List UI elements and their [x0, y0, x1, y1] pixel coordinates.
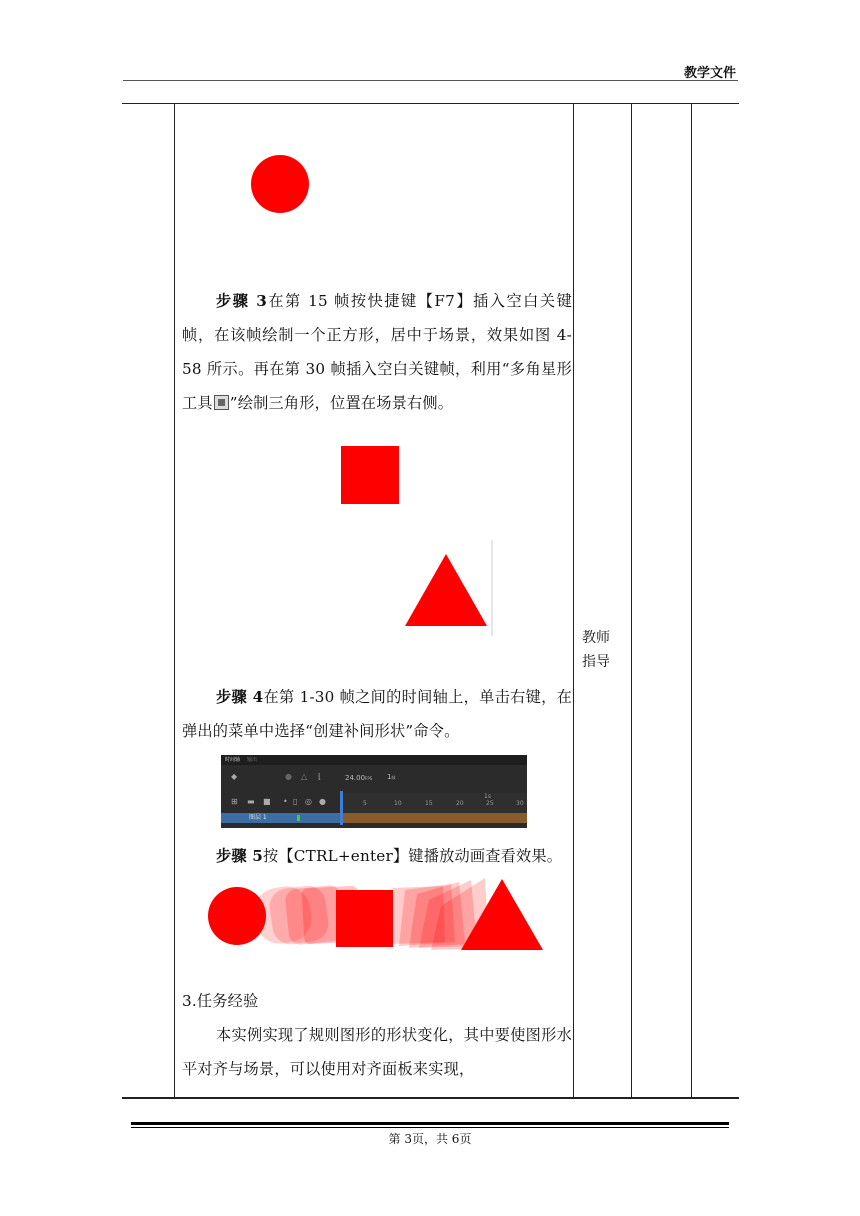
section3-heading: 3.任务经验: [182, 992, 259, 1010]
polystar-tool-icon: [214, 395, 229, 410]
fps-value: [345, 774, 372, 782]
ruler-tick: 30: [516, 800, 524, 807]
dot-icon[interactable]: •: [283, 797, 288, 806]
table-column-divider: [631, 103, 632, 1098]
header-rule: [123, 80, 738, 81]
eye-icon[interactable]: ◎: [305, 797, 312, 806]
ruler-tick: 5: [363, 800, 367, 807]
trash-icon[interactable]: ■: [263, 797, 271, 806]
step5-label: 步骤 5: [216, 847, 264, 865]
ruler-second-mark: 1s: [484, 793, 491, 800]
table-top-border: [122, 103, 739, 104]
playhead[interactable]: [340, 791, 343, 825]
teacher-guide-line1: 教师: [582, 630, 610, 646]
table-column-divider: [174, 103, 175, 1098]
triangle-figure: [402, 540, 496, 638]
frame-value: [387, 773, 395, 781]
edit-frames-icon[interactable]: ⌊: [318, 772, 322, 781]
ruler-tick: 20: [456, 800, 464, 807]
step3-text-a: 在第 15 帧按快捷键【F7】插入空白关键帧，在该帧绘制一个正方形，居中于场景，效果如图 4-58 所示。再在第 30 帧插入空白关键帧，利用“多角星形工具: [182, 292, 572, 412]
table-column-divider: [573, 103, 574, 1098]
tween-result-figure: [205, 876, 550, 954]
fps-unit: FPS: [365, 776, 373, 781]
footer-rule-thick: [131, 1122, 729, 1125]
layer-color-indicator: [297, 815, 300, 821]
onion-skin-icon[interactable]: ●: [285, 772, 292, 781]
step3-paragraph: [182, 284, 572, 420]
ruler-tick: 15: [425, 800, 433, 807]
center-frame-icon[interactable]: △: [301, 772, 308, 781]
red-triangle: [405, 554, 487, 626]
step4-label: 步骤 4: [216, 688, 264, 706]
tween-middle-square: [336, 890, 393, 947]
step3-text-b: ”绘制三角形，位置在场景右侧。: [229, 394, 454, 412]
timeline-tabs: [221, 755, 527, 765]
page-number: 第 3页，共 6页: [388, 1132, 472, 1146]
teacher-guide-line2: 指导: [582, 654, 610, 670]
new-layer-icon[interactable]: ⊞: [231, 797, 238, 806]
layer-name: 图层 1: [249, 814, 267, 821]
red-circle: [251, 155, 309, 213]
frame-number: 1: [387, 773, 392, 781]
new-folder-icon[interactable]: ▬: [247, 797, 255, 806]
step4-text: 在第 1-30 帧之间的时间轴上，单击右键，在弹出的菜单中选择“创建补间形状”命令。: [182, 688, 572, 740]
tween-start-circle: [208, 887, 266, 945]
ruler-tick: 25: [486, 800, 494, 807]
red-square: [341, 446, 399, 504]
layers-icon[interactable]: ◆: [231, 772, 238, 781]
circle-figure: [250, 154, 312, 216]
table-bottom-border: [122, 1097, 739, 1099]
step5-text: 按【CTRL+enter】键播放动画查看效果。: [263, 847, 563, 865]
section3: [182, 984, 572, 1086]
step4-paragraph: [182, 680, 572, 748]
lock-icon[interactable]: ●: [319, 797, 326, 806]
tab-timeline[interactable]: 时间轴: [225, 757, 241, 763]
table-column-divider: [691, 103, 692, 1098]
teacher-guide-label: [582, 626, 610, 674]
frame-unit: 帧: [391, 775, 396, 780]
section3-text: 本实例实现了规则图形的形状变化，其中要使图形水平对齐与场景，可以使用对齐面板来实现，: [182, 1026, 572, 1078]
footer-rule-thin: [131, 1127, 729, 1128]
step3-label: 步骤 3: [216, 292, 267, 310]
ruler-tick: 10: [394, 800, 402, 807]
fps-number: 24.00: [345, 774, 366, 782]
timeline-panel: [221, 755, 527, 828]
shape-tween-span[interactable]: [340, 813, 527, 823]
step5-paragraph: [182, 839, 572, 873]
layer-row[interactable]: [221, 813, 340, 823]
header-title: 教学文件: [684, 66, 737, 81]
tab-output[interactable]: 输出: [247, 757, 258, 763]
outline-icon[interactable]: ▯: [293, 797, 298, 806]
timeline-ruler[interactable]: [340, 793, 527, 813]
